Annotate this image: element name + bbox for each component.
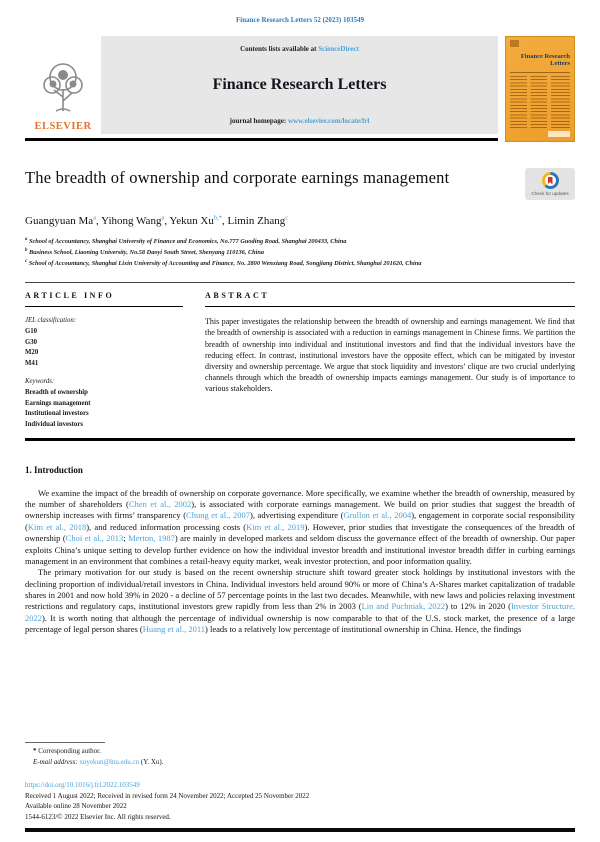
abstract-column	[205, 291, 575, 431]
jel-classification-label: JEL classification:	[25, 317, 77, 325]
citation-link[interactable]: Investor Structure, 2022	[25, 601, 575, 623]
article-info-rule	[25, 306, 183, 308]
page-bottom-rule	[25, 828, 575, 832]
received-dates: Received 1 August 2022; Received in revised form 24 November 2022; Accepted 25 November 2022	[25, 791, 310, 800]
author: Guangyuan Ma$^a$,	[25, 214, 102, 228]
email-note	[25, 757, 575, 768]
keyword: Institutional investors	[25, 410, 89, 418]
body-text: ), and reduced information processing costs (	[86, 521, 247, 532]
corresponding-author-note: * Corresponding author.	[33, 747, 101, 756]
contents-lists-line	[240, 45, 359, 53]
author: Limin Zhang$^c$	[227, 214, 289, 228]
body-text: ). It is worth noting that although the percentage of individual ownership is now comparable to that of the U.S. stock market, the presence of a large percentage of legal person shares (	[25, 612, 575, 635]
citation-link[interactable]: Kim et al., 2018	[27, 521, 87, 532]
body-text: ), is associated with corporate earnings management. We build on prior studies that suggest the breadth of ownership increases with firms’ transparency (	[25, 499, 576, 521]
keyword: Earnings management	[25, 399, 91, 407]
journal-homepage-line	[230, 117, 370, 125]
keywords-label: Keywords:	[25, 378, 55, 386]
jel-code: G30	[25, 338, 38, 346]
info-top-rule	[25, 282, 575, 283]
journal-title: Finance Research Letters	[212, 76, 387, 93]
masthead	[25, 36, 575, 142]
jel-code: M41	[25, 359, 39, 367]
affiliation-list	[25, 236, 575, 269]
article-info-column	[25, 291, 205, 431]
author: Yihong Wang$^a$,	[101, 214, 170, 228]
elsevier-tree-icon	[40, 59, 86, 121]
email-label: E-mail address:	[33, 758, 80, 767]
body-text: We examine the impact of the breadth of ownership on corporate governance. More specifically, we examine whether the breadth of ownership, measured by the number of shareholders (	[25, 487, 575, 510]
journal-reference: Finance Research Letters 52 (2023) 103549	[236, 16, 364, 24]
cover-publisher-mark	[548, 131, 570, 137]
citation-link[interactable]: Grullon et al., 2004	[343, 510, 412, 521]
citation-link[interactable]: Kim et al., 2019	[246, 521, 305, 532]
body-text: ). However, prior studies that investigate the consequences of the breadth of ownership (	[25, 521, 575, 544]
author-affil-sup: a	[93, 214, 97, 222]
journal-cover-thumbnail[interactable]	[505, 36, 575, 142]
contents-prefix: Contents lists available at	[240, 45, 319, 53]
abstract-heading: ABSTRACT	[205, 290, 270, 300]
masthead-rule	[25, 138, 498, 141]
journal-banner	[101, 36, 498, 134]
article-info-heading: ARTICLE INFO	[25, 290, 115, 300]
affiliation: $^c$ School of Accountancy, Shanghai Lixin University of Accounting and Finance, No. 2800 Wenxiang Road, Songjiang District, Shanghai 201620, China	[25, 258, 422, 267]
body-text: ;	[123, 533, 129, 544]
citation-link[interactable]: Chung et al., 2007	[186, 510, 250, 521]
affiliation: $^b$ Business School, Liaoning University, No.58 Daoyi South Street, Shenyang 110136, China	[25, 248, 265, 257]
email-link[interactable]: xuyekun@lnu.edu.cn	[79, 758, 140, 767]
issn-copyright: 1544-6123/© 2022 Elsevier Inc. All rights reserved.	[25, 812, 171, 821]
keyword: Breadth of ownership	[25, 389, 88, 397]
footnote-rule	[25, 742, 105, 743]
email-suffix: (Y. Xu).	[139, 758, 164, 767]
author-affil-sup: b,*	[213, 214, 222, 222]
author-affil-sup: c	[285, 214, 289, 222]
body-text: ) leads to a relatively low percentage of institutional ownership in China. Hence, the findings	[205, 624, 522, 635]
cover-title: Finance Research Letters	[520, 53, 570, 68]
body-text: ) to 12% in 2020 (	[445, 601, 511, 612]
cover-divider	[510, 72, 570, 73]
citation-link[interactable]: Chen et al., 2002	[128, 499, 192, 510]
elsevier-wordmark: ELSEVIER	[34, 121, 92, 132]
body-text: ), engagement in corporate social responsibility (	[25, 510, 575, 532]
jel-code: M20	[25, 349, 39, 357]
cover-contents-lines	[510, 76, 570, 128]
citation-link[interactable]: Lin and Puchniak, 2022	[361, 601, 446, 612]
citation-link[interactable]: Huang et al., 2011	[142, 624, 206, 635]
citation-link[interactable]: Choi et al., 2013	[65, 533, 124, 544]
author: Yekun $Xu^{b,*}$,	[169, 214, 228, 228]
check-for-updates-label: Check for updates	[531, 191, 569, 196]
sciencedirect-link[interactable]: ScienceDirect	[318, 45, 359, 53]
publication-details	[25, 780, 575, 822]
info-bottom-rule	[25, 438, 575, 441]
abstract-rule	[205, 306, 575, 308]
affiliation: $^a$ School of Accountancy, Shanghai University of Finance and Economics, No.777 Guoding Road, Shanghai 200433, China	[25, 237, 347, 246]
homepage-prefix: journal homepage:	[229, 117, 288, 125]
footnotes	[25, 742, 575, 768]
journal-homepage-link[interactable]: www.elsevier.com/locate/frl	[287, 117, 370, 125]
section-heading-introduction: 1. Introduction	[25, 464, 83, 475]
body-text: The primary motivation for our study is based on the recent ownership structure shift toward greater stock holdings by institutional investors with the declining proportion of individual/retail investors in China. Individual investors held around 90% or more of China’s A-Shares market capitalization of tradable shares in 2001 and now hold 39% in 2020 - a decline of 57 percentage points in the last two decades. Meanwhile, with new laws and policies relaxing investment restrictions and regulatory caps, institutional investors grew rapidly from less than 2% in 2003 (	[25, 567, 575, 612]
author-list	[25, 215, 575, 228]
body-text: ), advertising expenditure (	[250, 510, 344, 521]
keyword: Individual investors	[25, 420, 83, 428]
author-affil-sup: a	[161, 214, 165, 222]
body-text: ) are mainly in developed markets and seldom discuss the governance effect of the breadth of ownership. Our paper exploits China’s unique setting to develop further evidence on how the individual investor breadth and institutional investor breadth differ in curbing earnings management in an environment that combines a retail-heavy equity market, weak investor protection, and poor information quality.	[25, 533, 575, 566]
jel-code: G10	[25, 328, 38, 336]
citation-link[interactable]: Merton, 1987	[128, 533, 175, 544]
elsevier-logo[interactable]	[25, 36, 101, 134]
article-title: The breadth of ownership and corporate earnings management	[25, 168, 450, 187]
bookmark-icon	[548, 177, 553, 185]
abstract-text: This paper investigates the relationship between the breadth of ownership and earnings management. We find that the breadth of ownership is associated with a reduction in earnings management in Chinese firms. We partition the breadth of ownership into individual and institutional investors and find that the individual investors have the reducing effect. In contrast, institutional investors have the opposite effect, which can be mitigated by investor diversity and ownership percentage. We argue that stock liquidity and investors’ clique are two crucial underlying channels through which the breadth of ownership impacts earnings management. Our study is of importance to various stakeholders.	[205, 317, 575, 394]
doi-link[interactable]: https://doi.org/10.1016/j.frl.2022.103549	[25, 781, 140, 789]
crossmark-icon	[542, 172, 559, 189]
cover-logo-mark	[510, 40, 519, 47]
check-for-updates-badge[interactable]	[525, 168, 575, 200]
intro-paragraph-2	[25, 567, 575, 635]
intro-paragraph-1	[25, 488, 575, 568]
available-online: Available online 28 November 2022	[25, 802, 127, 810]
